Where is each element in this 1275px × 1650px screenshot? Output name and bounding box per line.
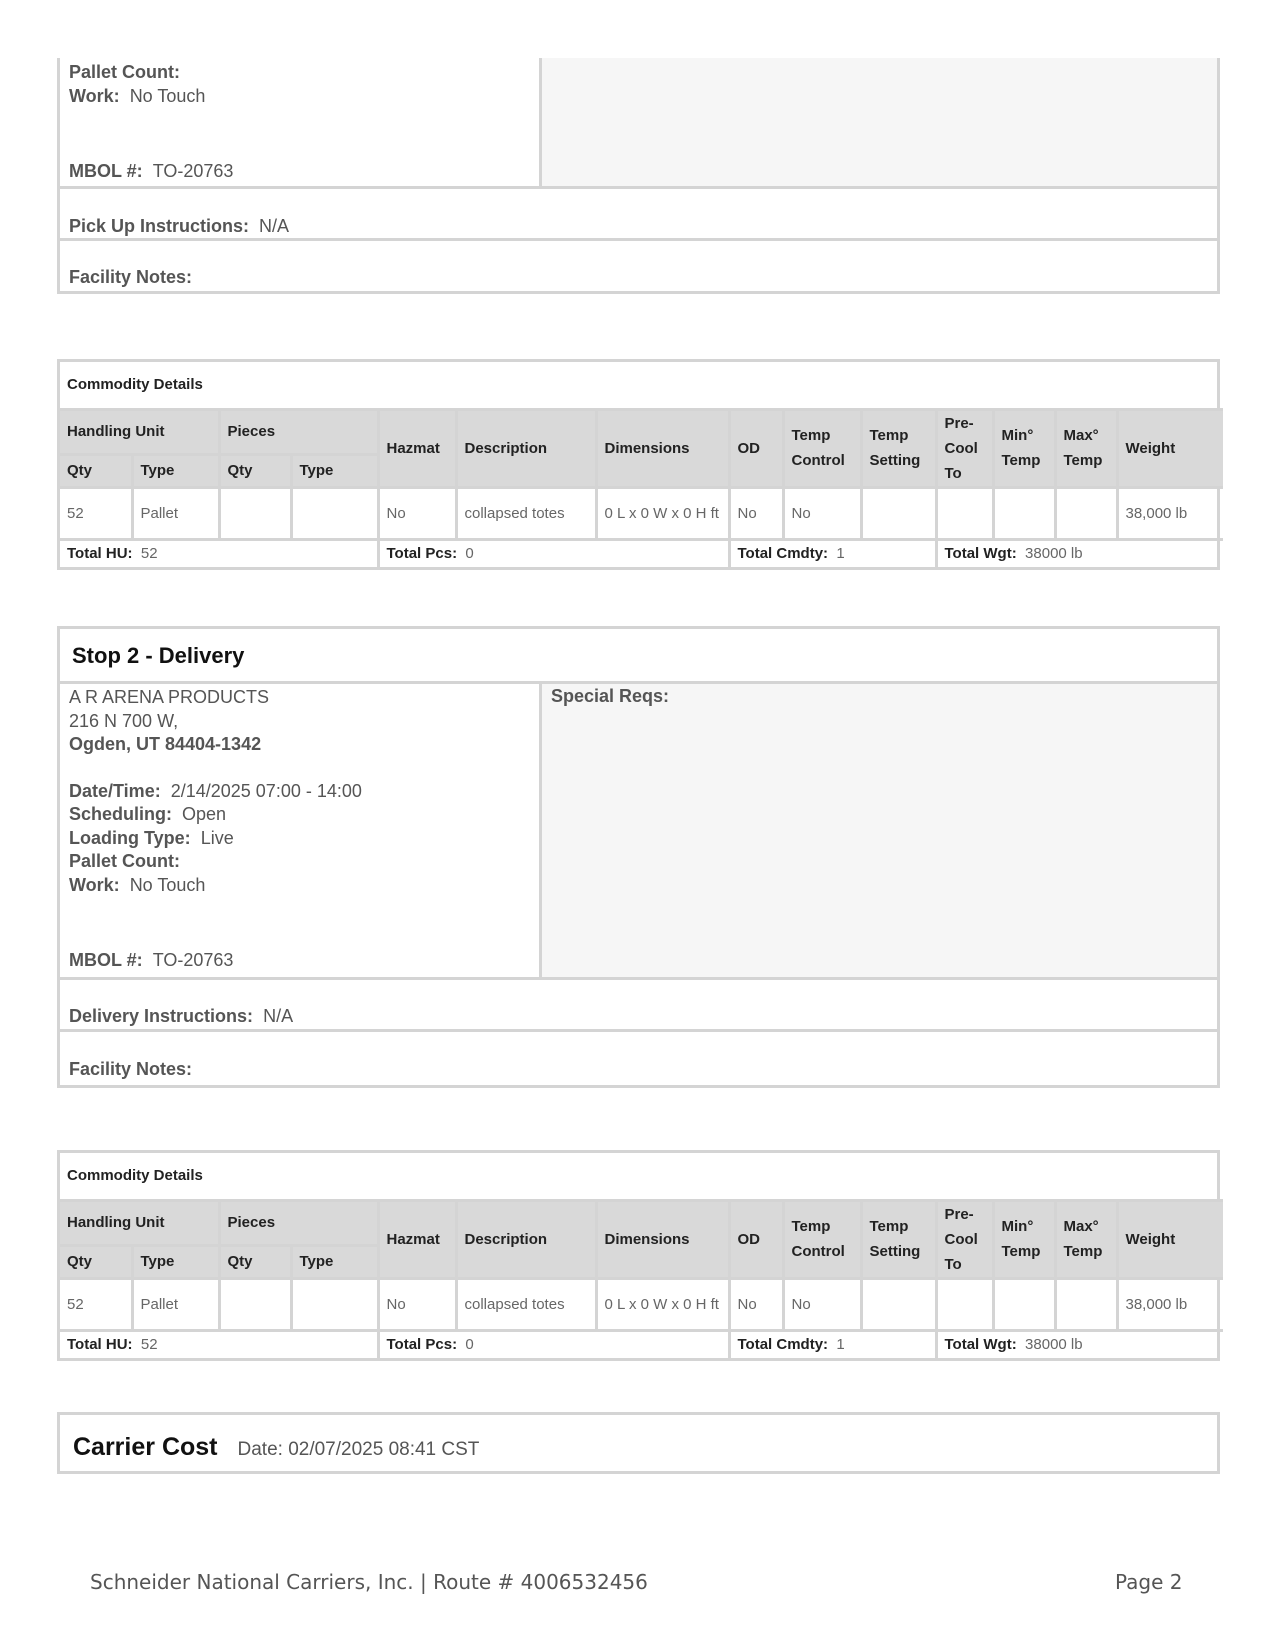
pickup-instructions-value: N/A	[259, 216, 290, 236]
col-hu-type: Type	[132, 454, 219, 487]
col-temp-control: Temp Control	[783, 1200, 861, 1278]
mbol-label: MBOL #:	[69, 950, 143, 970]
commodity-table	[60, 362, 1223, 567]
pallet-count-label: Pallet Count:	[69, 62, 180, 82]
delivery-instructions-label: Delivery Instructions:	[69, 1006, 254, 1026]
col-hu-qty: Qty	[60, 454, 132, 487]
total-cmdty-value: 1	[836, 1336, 845, 1354]
mbol-value: TO-20763	[152, 161, 234, 181]
cell-temp-setting	[861, 1278, 936, 1330]
col-pc-qty: Qty	[219, 454, 291, 487]
col-hazmat: Hazmat	[378, 409, 456, 487]
scheduling-label: Scheduling:	[69, 804, 172, 824]
col-dimensions: Dimensions	[596, 409, 729, 487]
cell-max-temp	[1055, 1278, 1117, 1330]
col-min-temp: Min° Temp	[993, 1200, 1055, 1278]
col-temp-setting: Temp Setting	[861, 1200, 936, 1278]
col-od: OD	[729, 409, 783, 487]
stop2-header: Stop 2 - Delivery	[60, 629, 1217, 684]
total-hu-label: Total HU:	[67, 1336, 133, 1354]
col-description: Description	[456, 1200, 596, 1278]
special-reqs-label: Special Reqs:	[551, 686, 670, 706]
total-cmdty-value: 1	[836, 545, 845, 563]
cell-hu-qty: 52	[60, 1278, 132, 1330]
col-dimensions: Dimensions	[596, 1200, 729, 1278]
pallet-count-label: Pallet Count:	[69, 851, 180, 871]
total-wgt	[936, 539, 1223, 567]
total-cmdty	[729, 1330, 936, 1358]
cell-weight: 38,000 lb	[1117, 1278, 1223, 1330]
col-pre-cool: Pre-Cool To	[936, 1200, 993, 1278]
col-temp-setting: Temp Setting	[861, 409, 936, 487]
scheduling-value: Open	[182, 804, 227, 824]
col-pc-qty: Qty	[219, 1245, 291, 1278]
total-hu	[60, 1330, 378, 1358]
total-wgt-value: 38000 lb	[1025, 1336, 1083, 1354]
cell-pc-type	[291, 1278, 378, 1330]
cell-od: No	[729, 1278, 783, 1330]
col-description: Description	[456, 409, 596, 487]
cell-pc-qty	[219, 487, 291, 539]
mbol-value: TO-20763	[152, 950, 234, 970]
cell-temp-control: No	[783, 1278, 861, 1330]
cell-max-temp	[1055, 487, 1117, 539]
commodity-title: Commodity Details	[60, 362, 1223, 409]
facility-notes	[60, 1032, 1217, 1084]
total-wgt-label: Total Wgt:	[944, 545, 1017, 563]
loading-type-label: Loading Type:	[69, 827, 191, 848]
col-hazmat: Hazmat	[378, 1200, 456, 1278]
total-cmdty-label: Total Cmdty:	[737, 1336, 829, 1354]
facility-name: A R ARENA PRODUCTS	[69, 687, 270, 707]
page-number: Page 2	[1115, 1570, 1183, 1594]
total-pcs-label: Total Pcs:	[386, 1336, 458, 1354]
stop2-details	[60, 684, 542, 977]
col-weight: Weight	[1117, 1200, 1223, 1278]
col-weight: Weight	[1117, 409, 1223, 487]
work-value: No Touch	[129, 85, 206, 106]
commodity-table	[60, 1153, 1223, 1358]
cell-hu-type: Pallet	[132, 1278, 219, 1330]
stop2-section	[57, 626, 1220, 1088]
cell-temp-setting	[861, 487, 936, 539]
total-pcs-value: 0	[465, 545, 474, 563]
carrier-cost-date: Date: 02/07/2025 08:41 CST	[237, 1439, 480, 1460]
cell-dimensions: 0 L x 0 W x 0 H ft	[596, 1278, 729, 1330]
special-reqs-panel	[542, 684, 1217, 977]
cell-hu-qty: 52	[60, 487, 132, 539]
cell-temp-control: No	[783, 487, 861, 539]
carrier-cost-title: Carrier Cost	[73, 1433, 218, 1461]
delivery-instructions	[60, 980, 1217, 1032]
cell-od: No	[729, 487, 783, 539]
totals-row	[60, 1330, 1223, 1358]
total-pcs	[378, 539, 729, 567]
facility-notes	[60, 241, 1217, 293]
total-pcs-value: 0	[465, 1336, 474, 1354]
cell-description: collapsed totes	[456, 1278, 596, 1330]
cell-pc-qty	[219, 1278, 291, 1330]
commodity-title: Commodity Details	[60, 1153, 1223, 1200]
cell-min-temp	[993, 487, 1055, 539]
col-min-temp: Min° Temp	[993, 409, 1055, 487]
col-max-temp: Max° Temp	[1055, 409, 1117, 487]
total-pcs-label: Total Pcs:	[386, 545, 458, 563]
cell-dimensions: 0 L x 0 W x 0 H ft	[596, 487, 729, 539]
facility-notes-label: Facility Notes:	[69, 267, 193, 287]
datetime-value: 2/14/2025 07:00 - 14:00	[170, 780, 362, 801]
col-pc-type: Type	[291, 1245, 378, 1278]
col-pieces: Pieces	[219, 409, 378, 454]
loading-type-value: Live	[200, 827, 234, 848]
stop1-section	[57, 58, 1220, 294]
commodity-details-1	[57, 359, 1220, 570]
facility-notes-label: Facility Notes:	[69, 1059, 193, 1079]
stop1-details	[60, 58, 542, 186]
cell-hazmat: No	[378, 487, 456, 539]
stop1-special-reqs-panel	[542, 58, 1217, 186]
mbol-label: MBOL #:	[69, 161, 143, 181]
table-row	[60, 487, 1223, 539]
total-cmdty-label: Total Cmdty:	[737, 545, 829, 563]
total-hu-value: 52	[140, 545, 158, 563]
col-pre-cool: Pre-Cool To	[936, 409, 993, 487]
total-hu-value: 52	[140, 1336, 158, 1354]
cell-pre-cool	[936, 1278, 993, 1330]
commodity-details-2	[57, 1150, 1220, 1361]
work-label: Work:	[69, 85, 120, 106]
col-hu-type: Type	[132, 1245, 219, 1278]
footer-route: Schneider National Carriers, Inc. | Route # 4006532456	[90, 1570, 648, 1594]
cell-hazmat: No	[378, 1278, 456, 1330]
col-od: OD	[729, 1200, 783, 1278]
cell-weight: 38,000 lb	[1117, 487, 1223, 539]
total-cmdty	[729, 539, 936, 567]
cell-min-temp	[993, 1278, 1055, 1330]
cell-pre-cool	[936, 487, 993, 539]
table-row	[60, 1278, 1223, 1330]
total-wgt	[936, 1330, 1223, 1358]
work-label: Work:	[69, 874, 120, 895]
total-pcs	[378, 1330, 729, 1358]
total-hu-label: Total HU:	[67, 545, 133, 563]
facility-address: 216 N 700 W,	[69, 710, 179, 731]
totals-row	[60, 539, 1223, 567]
col-handling-unit: Handling Unit	[60, 1200, 219, 1245]
col-temp-control: Temp Control	[783, 409, 861, 487]
pickup-instructions-label: Pick Up Instructions:	[69, 216, 250, 236]
col-handling-unit: Handling Unit	[60, 409, 219, 454]
total-wgt-value: 38000 lb	[1025, 545, 1083, 563]
datetime-label: Date/Time:	[69, 780, 161, 801]
col-hu-qty: Qty	[60, 1245, 132, 1278]
delivery-instructions-value: N/A	[263, 1006, 294, 1026]
pickup-instructions	[60, 189, 1217, 241]
total-wgt-label: Total Wgt:	[944, 1336, 1017, 1354]
cell-pc-type	[291, 487, 378, 539]
carrier-cost-section	[57, 1412, 1220, 1474]
total-hu	[60, 539, 378, 567]
col-pc-type: Type	[291, 454, 378, 487]
cell-hu-type: Pallet	[132, 487, 219, 539]
cell-description: collapsed totes	[456, 487, 596, 539]
col-max-temp: Max° Temp	[1055, 1200, 1117, 1278]
facility-city-state-zip: Ogden, UT 84404-1342	[69, 734, 262, 754]
col-pieces: Pieces	[219, 1200, 378, 1245]
work-value: No Touch	[129, 874, 206, 895]
